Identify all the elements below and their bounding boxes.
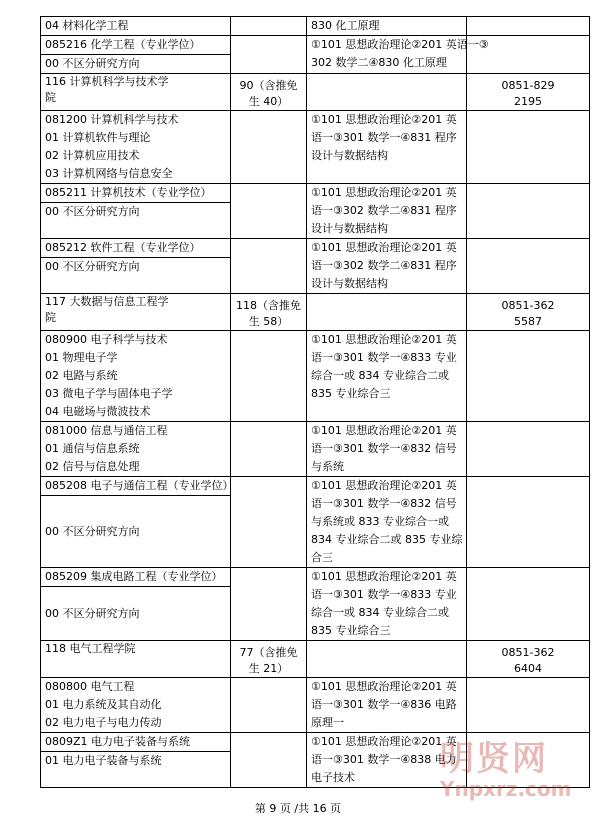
program-line: 00 不区分研究方向 [45,57,140,70]
subject-line: 语一③301 数学一④833 专业 [311,588,457,601]
quota-text [231,294,306,330]
quota-line: 生 40） [248,95,289,108]
phone-cell [466,17,590,35]
program-line: 03 计算机网络与信息安全 [45,167,173,180]
subject-line: ①101 思想政治理论②201 英 [311,113,457,126]
quota-cell [230,239,306,293]
program-line: 01 通信与信息系统 [45,442,140,455]
phone-line: 0851-362 [501,299,555,312]
subject-line: 语一③301 数学一④838 电力 [311,753,457,766]
subject-line: ①101 思想政治理论②201 英 [311,241,457,254]
subject-line: 合三 [311,551,333,564]
program-group [41,202,230,221]
program-cell [40,331,230,421]
college-row [40,294,590,331]
program-cell [40,111,230,183]
major-row [40,111,590,184]
phone-text [467,74,589,110]
program-line: 00 不区分研究方向 [45,205,140,218]
phone-cell [466,184,590,238]
phone-line: 6404 [514,662,542,675]
quota-line: 118（含推免 [236,299,301,312]
program-group [41,586,230,623]
major-row [40,36,590,74]
subjects-cell [306,111,466,183]
quota-cell [230,678,306,732]
subject-line: 835 专业综合三 [311,624,391,637]
program-group [41,239,230,257]
major-row [40,331,590,422]
program-group [41,17,230,35]
phone-cell [466,331,590,421]
subject-line: 设计与数据结构 [311,277,388,290]
phone-cell [466,568,590,640]
subject-line: 综合一或 834 专业综合二或 [311,369,449,382]
program-line: 00 不区分研究方向 [45,607,140,620]
quota-text [231,74,306,110]
subjects-cell [306,36,489,73]
phone-line: 2195 [514,95,542,108]
quota-line: 生 21） [248,662,289,675]
major-row [40,422,590,477]
program-line: 085209 集成电路工程（专业学位） [45,570,223,583]
program-group [41,422,230,476]
quota-cell [230,733,306,787]
subjects-cell [306,294,466,330]
subjects-cell [306,422,466,476]
program-cell [40,733,230,787]
college-row [40,74,590,111]
subject-line: 830 化工原理 [311,19,380,32]
major-row [40,239,590,294]
subject-line: 与系统或 833 专业综合一或 [311,515,449,528]
phone-line: 5587 [514,315,542,328]
quota-cell [230,331,306,421]
program-line: 01 计算机软件与理论 [45,131,151,144]
major-row [40,477,590,568]
program-cell [40,17,230,35]
program-line: 085208 电子与通信工程（专业学位） [45,479,234,492]
subject-line: 语一③301 数学一④832 信号 [311,497,457,510]
program-line: 01 物理电子学 [45,351,118,364]
college-name-line: 116 计算机科学与技术学 [45,75,169,88]
subject-line: 设计与数据结构 [311,149,388,162]
subject-line: 语一③301 数学一④833 专业 [311,351,457,364]
subject-line: 与系统 [311,460,344,473]
admissions-table [40,16,590,788]
subject-line: ①101 思想政治理论②201 英 [311,479,457,492]
subjects-cell [306,184,466,238]
phone-cell [466,111,590,183]
quota-cell [230,294,306,330]
college-name-line: 院 [45,91,56,104]
phone-text [467,294,589,330]
watermark-url: Ynpxrz.com [440,777,572,801]
program-group [41,257,230,276]
program-line: 085216 化学工程（专业学位） [45,38,201,51]
program-cell [40,239,230,293]
quota-line: 生 58） [248,315,289,328]
quota-cell [230,17,306,35]
program-cell [40,422,230,476]
subject-line: ①101 思想政治理论②201 英 [311,186,457,199]
program-group [41,184,230,202]
program-line: 04 电磁场与微波技术 [45,405,151,418]
subject-line: ①101 思想政治理论②201 英语一③ [311,38,489,51]
subject-line: 语一③302 数学二④831 程序 [311,259,457,272]
subject-line: 834 专业综合二或 835 专业综 [311,533,463,546]
program-line: 0809Z1 电力电子装备与系统 [45,735,191,748]
phone-text [467,641,589,677]
quota-line: 90（含推免 [239,79,298,92]
college-name-line: 117 大数据与信息工程学 [45,295,169,308]
college-name-line: 118 电气工程学院 [45,642,136,655]
program-line: 01 电力电子装备与系统 [45,754,162,767]
program-line: 02 信号与信息处理 [45,460,140,473]
quota-cell [230,111,306,183]
phone-cell [466,74,590,110]
subject-line: 302 数学二④830 化工原理 [311,56,447,69]
subject-line: ①101 思想政治理论②201 英 [311,424,457,437]
program-cell [40,184,230,238]
major-row [40,678,590,733]
subject-line: ①101 思想政治理论②201 英 [311,570,457,583]
phone-cell [466,477,590,567]
subjects-cell [306,17,466,35]
program-line: 081200 计算机科学与技术 [45,113,179,126]
program-line: 085212 软件工程（专业学位） [45,241,201,254]
program-line: 03 微电子学与固体电子学 [45,387,173,400]
program-line: 02 电路与系统 [45,369,118,382]
phone-cell [466,36,590,73]
program-group [41,36,230,54]
quota-cell [230,568,306,640]
major-row [40,568,590,641]
program-line: 081000 信息与通信工程 [45,424,168,437]
major-row [40,184,590,239]
quota-cell [230,641,306,677]
subjects-cell [306,239,466,293]
subject-line: 电子技术 [311,771,355,784]
subjects-cell [306,331,466,421]
program-group [41,751,230,770]
program-group [41,678,230,732]
program-line: 02 计算机应用技术 [45,149,140,162]
subject-line: 原理一 [311,716,344,729]
program-cell [40,568,230,640]
program-group [41,733,230,751]
subject-line: 语一③301 数学一④832 信号 [311,442,457,455]
subject-line: 语一③301 数学一④831 程序 [311,131,457,144]
phone-cell [466,641,590,677]
college-name-line: 院 [45,311,56,324]
program-cell [40,36,230,73]
program-line: 02 电力电子与电力传动 [45,716,162,729]
subject-line: 综合一或 834 专业综合二或 [311,606,449,619]
program-group [41,477,234,495]
phone-line: 0851-362 [501,646,555,659]
subjects-cell [306,641,466,677]
program-group [41,568,230,586]
subjects-cell [306,477,466,567]
phone-cell [466,422,590,476]
subject-line: 语一③302 数学二④831 程序 [311,204,457,217]
subjects-cell [306,678,466,732]
subjects-cell [306,74,466,110]
program-cell [40,678,230,732]
phone-cell [466,239,590,293]
watermark-title: 明贤网 [440,739,548,779]
phone-line: 0851-829 [501,79,555,92]
quota-cell [230,477,306,567]
subject-line: 设计与数据结构 [311,222,388,235]
program-group [41,54,230,73]
program-line: 00 不区分研究方向 [45,525,140,538]
subject-line: ①101 思想政治理论②201 英 [311,735,457,748]
subject-line: ①101 思想政治理论②201 英 [311,333,457,346]
program-group [41,495,230,541]
program-group [41,111,230,183]
subjects-cell [306,568,466,640]
program-group [41,331,230,421]
subject-line: 语一③301 数学一④836 电路 [311,698,457,711]
phone-cell [466,294,590,330]
program-line: 00 不区分研究方向 [45,260,140,273]
college-row [40,641,590,678]
quota-cell [230,74,306,110]
program-cell [40,74,230,110]
quota-text [231,641,306,677]
page-footer: 第 9 页 /共 16 页 [254,802,342,815]
program-line: 04 材料化学工程 [45,19,129,32]
program-line: 080900 电子科学与技术 [45,333,168,346]
quota-cell [230,36,306,73]
watermark-logo [440,740,590,810]
program-cell [40,294,230,330]
program-line: 080800 电气工程 [45,680,135,693]
program-line: 01 电力系统及其自动化 [45,698,162,711]
quota-cell [230,422,306,476]
quota-line: 77（含推免 [239,646,298,659]
program-line: 085211 计算机技术（专业学位） [45,186,212,199]
quota-cell [230,184,306,238]
major-row [40,16,590,36]
subject-line: ①101 思想政治理论②201 英 [311,680,457,693]
program-cell [40,641,230,677]
subject-line: 835 专业综合三 [311,387,391,400]
program-cell [40,477,234,567]
phone-cell [466,678,590,732]
